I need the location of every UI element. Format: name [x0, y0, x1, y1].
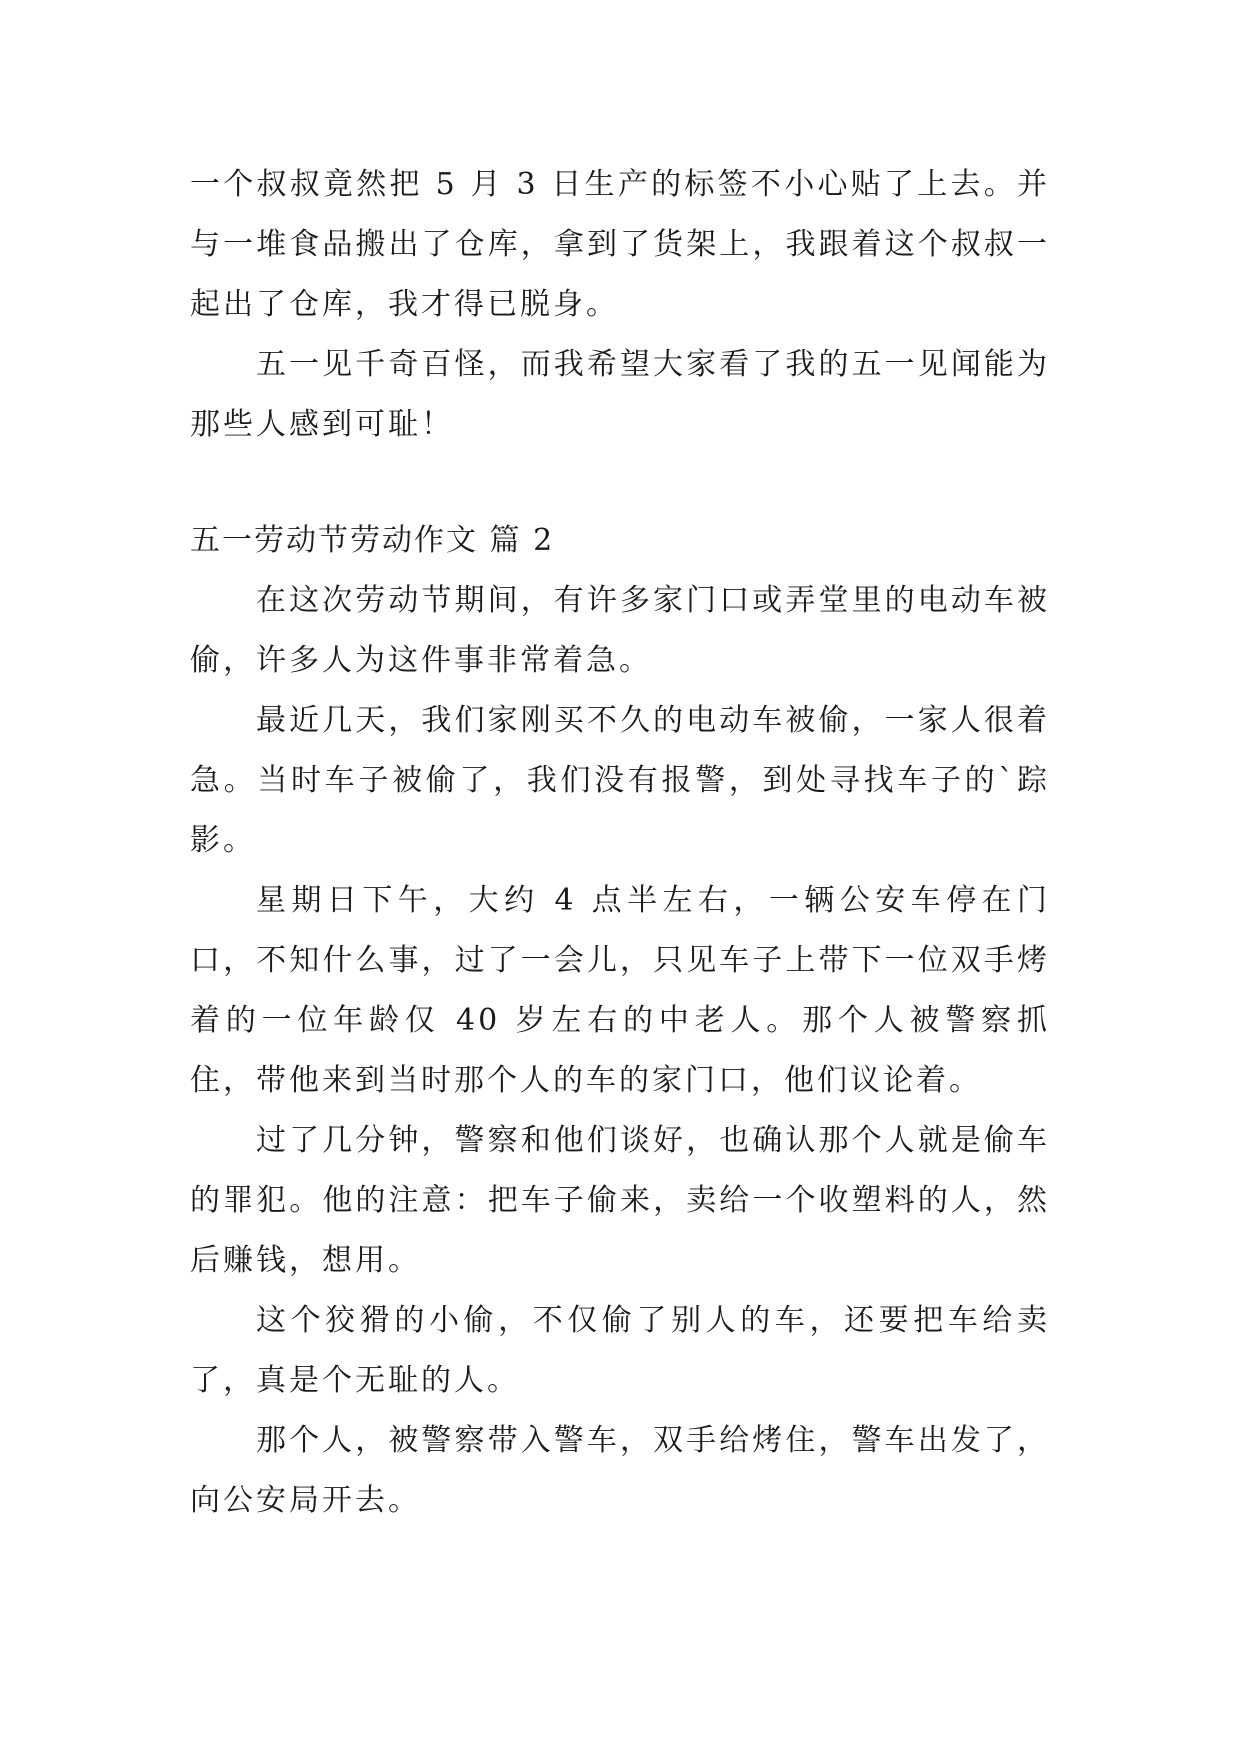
paragraph-1: 在这次劳动节期间，有许多家门口或弄堂里的电动车被偷，许多人为这件事非常着急。 [190, 583, 1050, 678]
paragraph-4: 过了几分钟，警察和他们谈好，也确认那个人就是偷车的罪犯。他的注意：把车子偷来，卖给一个收塑料的人，然后赚钱，想用。 [190, 1123, 1050, 1278]
section-heading: 五一劳动节劳动作文 篇 2 [190, 523, 555, 558]
paragraph-3: 星期日下午，大约 4 点半左右，一辆公安车停在门口，不知什么事，过了一会儿，只见车子上带下一位双手烤着的一位年龄仅 40 岁左右的中老人。那个人被警察抓住，带他来到当时那个人的车的家门口，他们议论着。 [190, 883, 1050, 1098]
paragraph-6: 那个人，被警察带入警车，双手给烤住，警车出发了，向公安局开去。 [190, 1423, 1050, 1518]
paragraph-conclusion: 五一见千奇百怪，而我希望大家看了我的五一见闻能为那些人感到可耻！ [190, 347, 1050, 442]
document-body [190, 155, 1050, 1531]
paragraph-continued: 一个叔叔竟然把 5 月 3 日生产的标签不小心贴了上去。并与一堆食品搬出了仓库，拿到了货架上，我跟着这个叔叔一起出了仓库，我才得已脱身。 [190, 167, 1050, 322]
paragraph-2: 最近几天，我们家刚买不久的电动车被偷，一家人很着急。当时车子被偷了，我们没有报警，到处寻找车子的`踪影。 [190, 703, 1050, 858]
paragraph-5: 这个狡猾的小偷，不仅偷了别人的车，还要把车给卖了，真是个无耻的人。 [190, 1303, 1050, 1398]
